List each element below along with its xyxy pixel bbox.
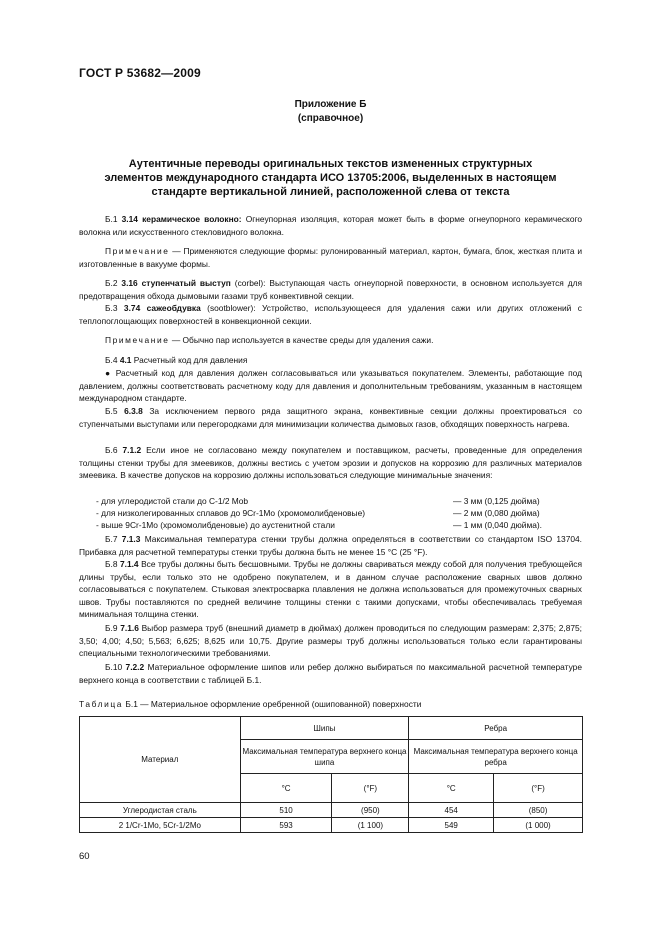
cell-fins-c: 549	[409, 818, 494, 833]
list-value: — 3 мм (0,125 дюйма)	[453, 496, 540, 506]
note-2: Примечание — Обычно пар используется в качестве среды для удаления сажи.	[105, 335, 434, 345]
page-number: 60	[79, 851, 90, 862]
cell-studs-c: 593	[240, 818, 332, 833]
cell-fins-c: 454	[409, 803, 494, 818]
paragraph-b3: Б.3 3.74 сажеобдувка (sootblower): Устройство, использующееся для удаления сажи или других отложений с теплопоглощающих поверхностей в конвекционной секции.	[79, 303, 582, 326]
paragraph-b10: Б.10 7.2.2 Материальное оформление шипов или ребер должно выбираться по максимальной расчетной температуре верхнего конца в соответствии с таблицей Б.1.	[79, 662, 582, 685]
note-1: Примечание — Применяются следующие формы: рулонированный материал, картон, бумага, блок, жесткая плита и изготовленные в вакууме формы.	[79, 246, 582, 269]
cell-material: Углеродистая сталь	[80, 803, 241, 818]
paragraph-b4-bullet: ● Расчетный код для давления должен согласовываться или указываться покупателем. Элементы, работающие под давлением, должны соответствовать расчетному коду для давления и дополнительным требованиям, указанным в настоящем международном стандарте.	[79, 368, 582, 403]
cell-studs-f: (1 100)	[332, 818, 409, 833]
paragraph-b5: Б.5 6.3.8 За исключением первого ряда защитного экрана, конвективные секции должны проектироваться со ступенчатыми выступами или перегородками для минимизации количества дымовых газов, обходящих поверхность нагрева.	[79, 406, 583, 429]
list-item: - для углеродистой стали до С-1/2 Mob	[96, 496, 249, 506]
unit-fahrenheit: (°F)	[494, 774, 583, 803]
paragraph-b4: Б.4 4.1 Расчетный код для давления	[105, 355, 248, 365]
section-title: Аутентичные переводы оригинальных текстов измененных структурных элементов международного стандарта ИСО 13705:2006, выделенных в настоящем стандарте вертикальной линией, расположенной слева от текста	[104, 158, 557, 198]
paragraph-b8: Б.8 7.1.4 Все трубы должны быть бесшовными. Трубы не должны свариваться между собой для получения требующейся длины трубы, если только это не одобрено покупателем, и в данном случае расположение сварных швов должно согласовываться с покупателем. Стыковая электросварка плавления не должна использоваться для промежуточных сварных швов. Трубы поставляются по средней величине толщины стенки с такими допусками, чтобы обеспечивалась требуемая минимальная толщина стенки.	[79, 559, 583, 619]
cell-material: 2 1/Cr-1Mo, 5Cr-1/2Mo	[80, 818, 241, 833]
paragraph-b9: Б.9 7.1.6 Выбор размера труб (внешний диаметр в дюймах) должен проводиться по следующим размерам: 2,375; 2,875; 3,50; 4,00; 4,50; 5,563; 6,625; 8,625 или 10,75. Другие размеры труб должны использоваться только если гарантированы специальными технологическими требованиями.	[79, 623, 583, 658]
header-material: Материал	[80, 717, 241, 803]
header-fins: Ребра	[409, 717, 583, 740]
list-value: — 1 мм (0,040 дюйма).	[453, 520, 542, 530]
cell-fins-f: (1 000)	[494, 818, 583, 833]
paragraph-b1: Б.1 3.14 керамическое волокно: Огнеупорная изоляция, которая может быть в форме огнеупорного керамического волокна или искусственного стекловидного волокна.	[79, 214, 583, 237]
bullet-icon: ●	[105, 368, 112, 378]
list-item: - выше 9Cr-1Mo (хромомолибденовые) до аустенитной стали	[96, 520, 335, 530]
paragraph-b7: Б.7 7.1.3 Максимальная температура стенки трубы должна определяться в соответствии со стандартом ISO 13704. Прибавка для расчетной температуры стенки трубы должна быть не менее 15 °С (25 °F).	[79, 534, 583, 557]
table-caption: Таблица Б.1 — Материальное оформление оребренной (ошипованной) поверхности	[79, 699, 422, 709]
cell-studs-c: 510	[240, 803, 332, 818]
materials-table	[79, 716, 583, 833]
unit-celsius: °С	[409, 774, 494, 803]
cell-fins-f: (850)	[494, 803, 583, 818]
table-row	[80, 803, 583, 818]
unit-celsius: °С	[240, 774, 332, 803]
paragraph-b6: Б.6 7.1.2 Если иное не согласовано между покупателем и поставщиком, расчеты, проведенные для определения толщины стенки трубы для змеевиков, должны вестись с учетом эрозии и допусков на коррозию для различных материалов змеевика. В качестве допусков на коррозию должны использоваться следующие минимальные значения:	[79, 445, 583, 480]
unit-fahrenheit: (°F)	[332, 774, 409, 803]
appendix-subtitle: (справочное)	[297, 113, 364, 124]
list-value: — 2 мм (0,080 дюйма)	[453, 508, 540, 518]
paragraph-b2: Б.2 3.16 ступенчатый выступ (corbel): Выступающая часть огнеупорной поверхности, в основном используется для предотвращения обхода дымовыми газами труб конвективной секции.	[79, 278, 583, 301]
document-header: ГОСТ Р 53682—2009	[79, 66, 201, 80]
header-studs-temp: Максимальная температура верхнего конца шипа	[240, 740, 409, 774]
appendix-title: Приложение Б	[294, 99, 367, 110]
list-item: - для низколегированных сплавов до 9Cr-1Mo (хромомолибденовые)	[96, 508, 366, 518]
header-studs: Шипы	[240, 717, 409, 740]
cell-studs-f: (950)	[332, 803, 409, 818]
header-fins-temp: Максимальная температура верхнего конца ребра	[409, 740, 583, 774]
table-row	[80, 818, 583, 833]
